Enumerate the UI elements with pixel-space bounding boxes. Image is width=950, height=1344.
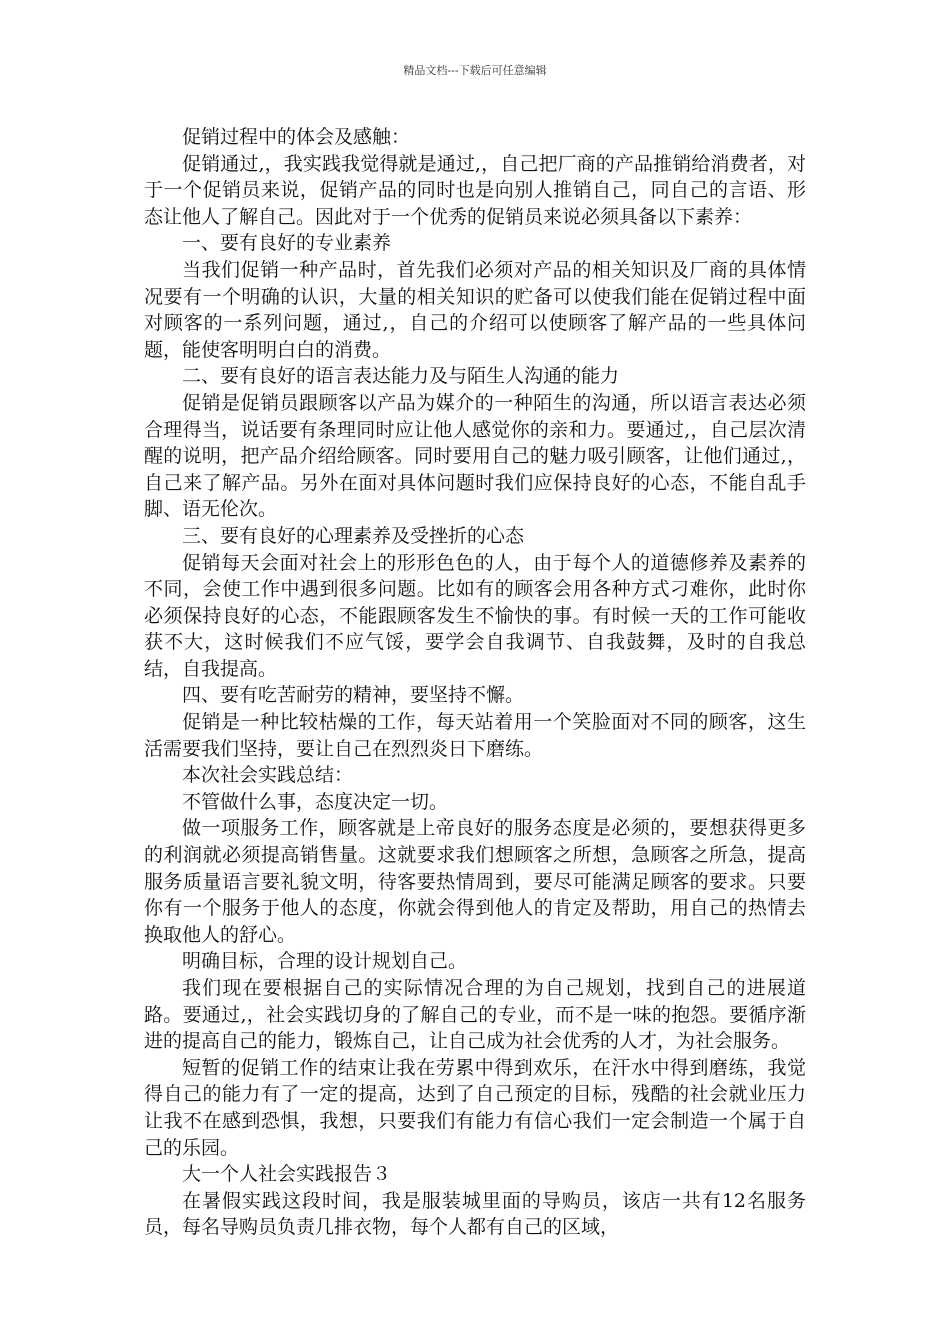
document-body bbox=[144, 124, 806, 1241]
paragraph: 我们现在要根据自己的实际情况合理的为自己规划，找到自己的进展道路。要通过,，社会实践切身的了解自己的专业，而不是一味的抱怨。要循序渐进的提高自己的能力，锻炼自己，让自己成为社会优秀的人才，为社会服务。 bbox=[144, 977, 806, 1053]
paragraph: 在暑假实践这段时间，我是服装城里面的导购员，该店一共有12名服务员，每名导购员负责几排衣物，每个人都有自己的区域， bbox=[144, 1189, 806, 1239]
paragraph: 做一项服务工作，顾客就是上帝良好的服务态度是必须的，要想获得更多的利润就必须提高销售量。这就要求我们想顾客之所想，急顾客之所急，提高服务质量语言要礼貌文明，待客要热情周到，要尽可能满足顾客的要求。只要你有一个服务于他人的态度，你就会得到他人的肯定及帮助，用自己的热情去换取他人的舒心。 bbox=[144, 817, 806, 946]
paragraph: 促销通过,，我实践我觉得就是通过,，自己把厂商的产品推销给消费者，对于一个促销员来说，促销产品的同时也是向别人推销自己，同自己的言语、形态让他人了解自己。因此对于一个优秀的促销员来说必须具备以下素养： bbox=[144, 152, 806, 228]
paragraph: 促销是促销员跟顾客以产品为媒介的一种陌生的沟通，所以语言表达必须合理得当，说话要有条理同时应让他人感觉你的亲和力。要通过,，自己层次清醒的说明，把产品介绍给顾客。同时要用自己的魅力吸引顾客，让他们通过,，自己来了解产品。另外在面对具体问题时我们应保持良好的心态，不能自乱手脚、语无伦次。 bbox=[144, 391, 806, 521]
paragraph: 短暂的促销工作的结束让我在劳累中得到欢乐，在汗水中得到磨练，我觉得自己的能力有了一定的提高，达到了自己预定的目标，残酷的社会就业压力让我不在感到恐惧，我想，只要我们有能力有信心我们一定会制造一个属于自己的乐园。 bbox=[144, 1056, 806, 1159]
section-heading: 三、要有良好的心理素养及受挫折的心态 bbox=[182, 524, 525, 547]
section-heading: 一、要有良好的专业素养 bbox=[182, 232, 392, 255]
page-header: 精品文档---下载后可任意编辑 bbox=[403, 64, 547, 77]
section-heading: 大一个人社会实践报告３ bbox=[182, 1163, 392, 1186]
section-heading: 二、要有良好的语言表达能力及与陌生人沟通的能力 bbox=[182, 365, 620, 388]
paragraph: 促销过程中的体会及感触： bbox=[182, 126, 411, 148]
section-heading: 四、要有吃苦耐劳的精神，要坚持不懈。 bbox=[182, 684, 525, 707]
section-heading: 本次社会实践总结： bbox=[182, 764, 354, 787]
paragraph: 当我们促销一种产品时，首先我们必须对产品的相关知识及厂商的具体情况要有一个明确的认识，大量的相关知识的贮备可以使我们能在促销过程中面对顾客的一系列问题，通过,，自己的介绍可以使顾客了解产品的一些具体问题，能使客明明白白的消费。 bbox=[144, 258, 806, 361]
paragraph: 促销是一种比较枯燥的工作，每天站着用一个笑脸面对不同的顾客，这生活需要我们坚持，要让自己在烈烈炎日下磨练。 bbox=[144, 711, 806, 760]
paragraph: 明确目标，合理的设计规划自己。 bbox=[182, 950, 468, 973]
paragraph: 不管做什么事，态度决定一切。 bbox=[182, 790, 449, 813]
paragraph: 促销每天会面对社会上的形形色色的人，由于每个人的道德修养及素养的不同，会使工作中遇到很多问题。比如有的顾客会用各种方式刁难你，此时你必须保持良好的心态，不能跟顾客发生不愉快的事。有时候一天的工作可能收获不大，这时候我们不应气馁，要学会自我调节、自我鼓舞，及时的自我总结，自我提高。 bbox=[144, 551, 806, 680]
